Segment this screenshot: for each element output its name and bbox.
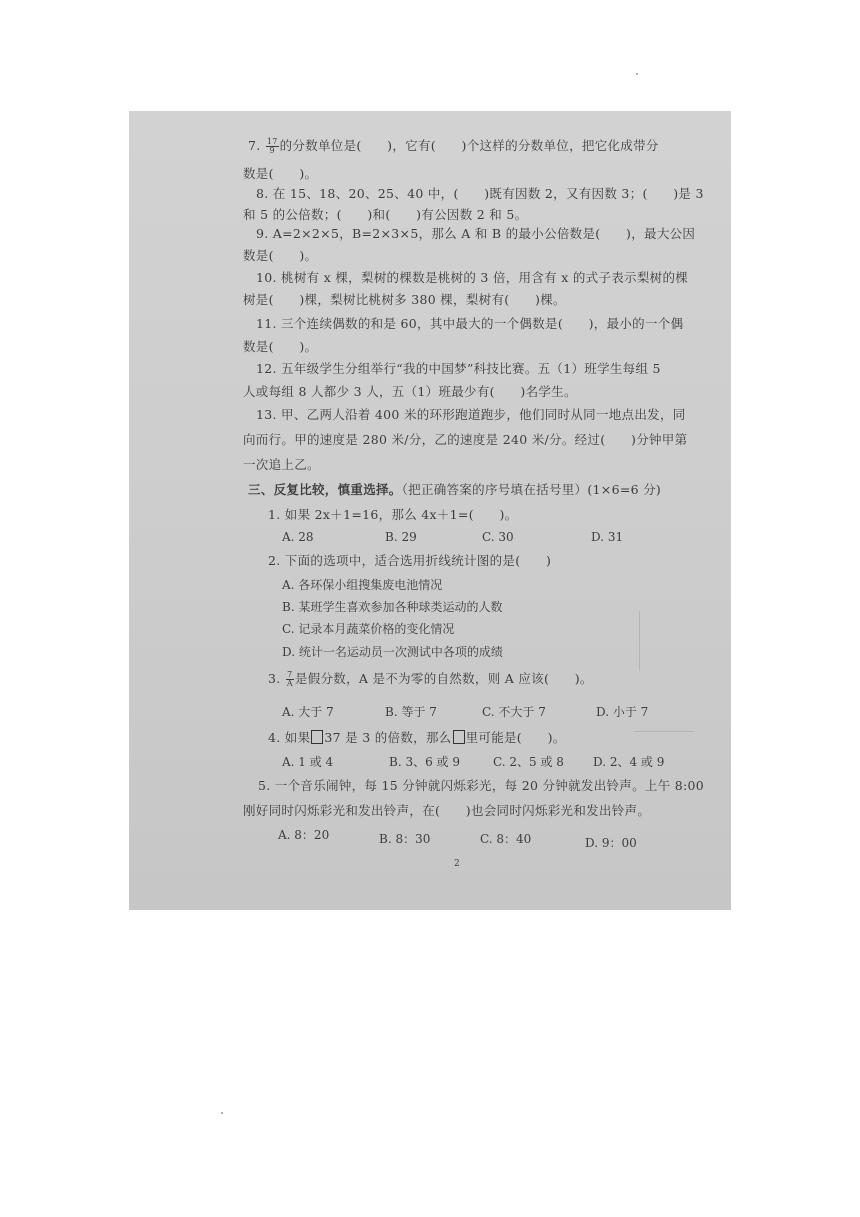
choice4-stem: 4. 如果 37 是 3 的倍数，那么 里可能是( )。 xyxy=(268,730,566,745)
fraction: $\frac{17}{9}$ xyxy=(266,137,278,155)
choice3-option-b: B. 等于 7 xyxy=(385,705,437,719)
page-number: 2 xyxy=(454,859,460,869)
choice2-option-a: A. 各环保小组搜集废电池情况 xyxy=(282,578,443,592)
q12-line1: 12. 五年级学生分组举行“我的中国梦”科技比赛。五（1）班学生每组 5 xyxy=(256,361,661,376)
bleed-through-mark xyxy=(639,611,640,671)
fraction: $\frac{7}{A}$ xyxy=(286,670,293,688)
choice1-stem: 1. 如果 2x＋1=16，那么 4x＋1=( )。 xyxy=(268,507,518,522)
choice2-option-c: C. 记录本月蔬菜价格的变化情况 xyxy=(282,622,455,636)
speck xyxy=(221,1112,223,1114)
choice5-option-b: B. 8：30 xyxy=(379,832,431,846)
q9-line2: 数是( )。 xyxy=(243,248,318,263)
choice3-option-c: C. 不大于 7 xyxy=(482,705,546,719)
section-title: 三、反复比较，慎重选择。 xyxy=(248,482,402,497)
choice5-line1: 5. 一个音乐闹钟，每 15 分钟就闪烁彩光，每 20 分钟就发出铃声。上午 8:00 xyxy=(258,778,705,793)
choice4-option-c: C. 2、5 或 8 xyxy=(493,755,564,769)
choice5-line2: 刚好同时闪烁彩光和发出铃声，在( )也会同时闪烁彩光和发出铃声。 xyxy=(243,803,651,818)
section-note: （把正确答案的序号填在括号里）(1×6=6 分) xyxy=(401,482,662,497)
choice3-option-d: D. 小于 7 xyxy=(596,705,649,719)
choice1-option-b: B. 29 xyxy=(385,530,417,544)
choice1-option-d: D. 31 xyxy=(591,530,624,544)
bleed-through-mark xyxy=(634,731,694,732)
q12-line2: 人或每组 8 人都少 3 人，五（1）班最少有( )名学生。 xyxy=(243,384,577,399)
q13-line1: 13. 甲、乙两人沿着 400 米的环形跑道跑步，他们同时从同一地点出发，同 xyxy=(256,407,686,422)
q9-line1: 9. A=2×2×5，B=2×3×5，那么 A 和 B 的最小公倍数是( )，最大公因 xyxy=(256,226,696,241)
q10-line1: 10. 桃树有 x 棵，梨树的棵数是桃树的 3 倍，用含有 x 的式子表示梨树的棵 xyxy=(256,270,689,285)
choice5-option-c: C. 8：40 xyxy=(480,832,532,846)
choice1-option-a: A. 28 xyxy=(282,530,314,544)
q10-line2: 树是( )棵，梨树比桃树多 380 棵，梨树有( )棵。 xyxy=(243,292,566,307)
section3-heading xyxy=(248,480,661,498)
q13-line2: 向而行。甲的速度是 280 米/分，乙的速度是 240 米/分。经过( )分钟甲第 xyxy=(243,432,688,447)
blank-square xyxy=(311,730,323,744)
blank-square xyxy=(453,730,465,744)
q7-line1: 7. $\frac{17}{9}$ 的分数单位是( )，它有( )个这样的分数单位，把它化成带分 xyxy=(248,137,659,155)
choice2-option-d: D. 统计一名运动员一次测试中各项的成绩 xyxy=(282,645,503,659)
q11-line1: 11. 三个连续偶数的和是 60，其中最大的一个偶数是( )，最小的一个偶 xyxy=(256,316,684,331)
choice3-stem: 3. $\frac{7}{A}$ 是假分数，A 是不为零的自然数，则 A 应该( )。 xyxy=(268,670,593,688)
speck xyxy=(636,73,638,75)
choice5-option-a: A. 8：20 xyxy=(278,828,330,842)
q7-line2: 数是( )。 xyxy=(243,166,318,181)
choice4-option-b: B. 3、6 或 9 xyxy=(389,755,460,769)
choice3-option-a: A. 大于 7 xyxy=(282,705,334,719)
q13-line3: 一次追上乙。 xyxy=(243,457,320,472)
choice1-option-c: C. 30 xyxy=(482,530,514,544)
choice2-option-b: B. 某班学生喜欢参加各种球类运动的人数 xyxy=(282,600,503,614)
choice2-stem: 2. 下面的选项中，适合选用折线统计图的是( ) xyxy=(268,553,552,568)
q11-line2: 数是( )。 xyxy=(243,339,318,354)
choice4-option-d: D. 2、4 或 9 xyxy=(593,755,665,769)
q8-line1: 8. 在 15、18、20、25、40 中，( )既有因数 2，又有因数 3；( )是 3 xyxy=(256,186,704,201)
q8-line2: 和 5 的公倍数；( )和( )有公因数 2 和 5。 xyxy=(243,207,528,222)
choice5-option-d: D. 9：00 xyxy=(585,836,637,850)
choice4-option-a: A. 1 或 4 xyxy=(282,755,334,769)
